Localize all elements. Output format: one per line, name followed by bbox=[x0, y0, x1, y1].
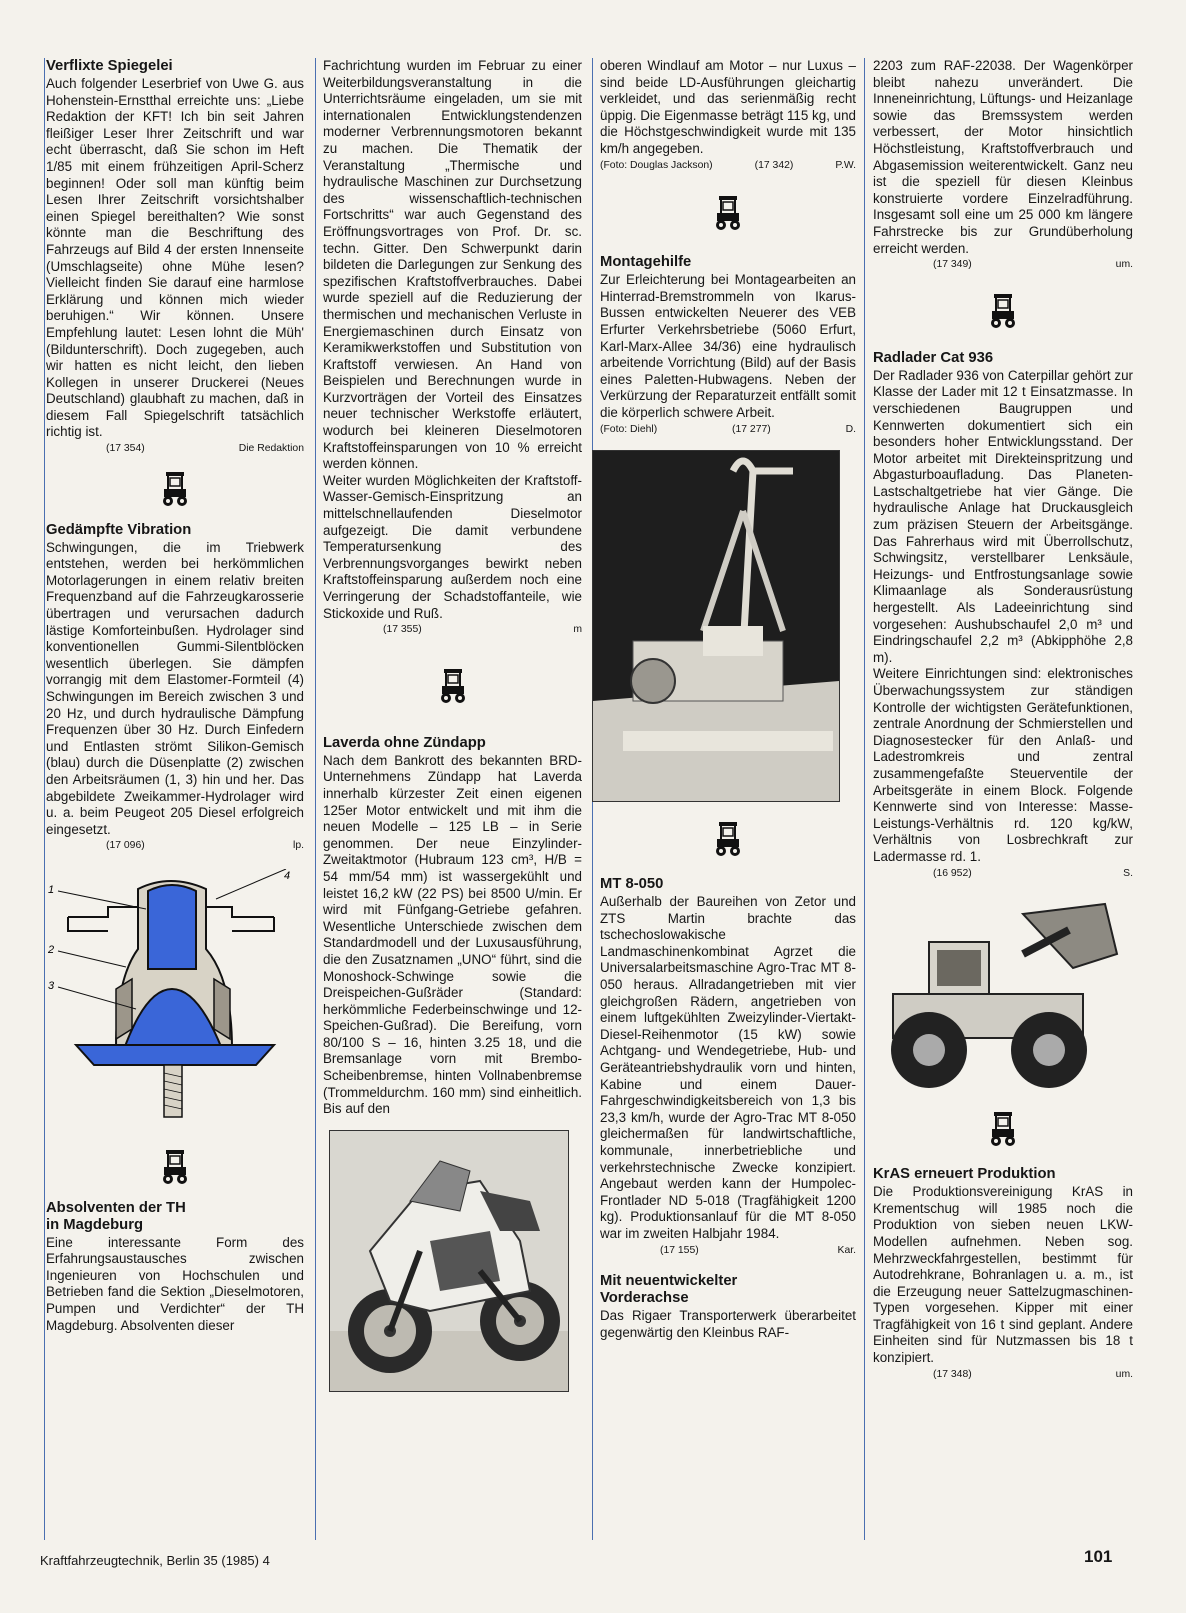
column-4 bbox=[873, 58, 1133, 1385]
article-reference bbox=[600, 158, 856, 175]
photo-credit: (Foto: Douglas Jackson) bbox=[600, 159, 713, 171]
reference-number: (17 342) bbox=[754, 159, 794, 171]
article-body: Das Rigaer Transporterwerk überarbeitet gegenwärtig den Kleinbus RAF- bbox=[600, 1308, 856, 1340]
reference-number: (17 155) bbox=[660, 1244, 699, 1256]
article-author: P.W. bbox=[835, 159, 856, 171]
reference-number: (17 096) bbox=[106, 840, 145, 852]
article-body: Auch folgender Leserbrief von Uwe G. aus Hohenstein-Ernstthal erreichte uns: „Liebe Redaktion der KFT! Ich bin seit Jahren fleißiger Leser Ihrer Zeitschrift und war echt überrascht, daß Sie schon im Heft 1/85 mit einem frühzeitigen April-Scherz beginnen! Oder soll man künftig beim Lesen Ihrer Zeitschrift vorsichtshalber einen Spiegel bereithalten? Wie sonst könnte man die Beschriftung des Fahrzeugs auf Bild 4 der ersten Innenseite (Umschlagseite) ohne Mühe lesen? Vielleicht finden Sie darauf eine harmlose Erklärung und können mich wieder beruhigen.“ Wir können. Unsere Empfehlung lautet: Lesen lohnt die Müh' (Bildunterschrift). Doch zugegeben, auch wir hatten es nicht leicht, den lieben Kollegen in unserer Druckerei (Neues Deutschland) glaubhaft zu machen, daß in diesem Fall Spiegelschrift tatsächlich richtig ist. bbox=[46, 76, 304, 440]
article-reference bbox=[600, 422, 856, 439]
reference-number: (17 348) bbox=[933, 1368, 972, 1380]
vintage-car-icon bbox=[323, 667, 582, 705]
article-title: KrAS erneuert Produktion bbox=[873, 1166, 1056, 1183]
article-body: Der Radlader 936 von Caterpillar gehört zur Klasse der Lader mit 12 t Einsatzmasse. In verschiedenen Baugruppen und Kennwerten dokumentiert sich ein besonders hoher Entwicklungsstand. Der Motor arbeitet mit Direkteinspritzung und Abgasturboaufladung. Das Planeten-Lastschaltgetriebe hat vier Gänge. Die hydraulische Anlage hat Druckausgleich zum präzisen Steuern der Arbeitsgänge. Das Fahrerhaus wird mit Überrollschutz, Schwingsitz, verstellbarer Lenksäule, Heizungs- und Entfrostungsanlage sowie Klimaanlage als Sonderausrüstung hergestellt. Als Ladeeinrichtung sind vorgesehen: Aushubschaufel 2,0 m³ und Eindringschaufel 2,2 m³ (Abkipphöhe 2,8 m). bbox=[873, 367, 1133, 665]
column-rule bbox=[315, 58, 316, 1540]
article-reference bbox=[933, 866, 1133, 883]
reference-number: (17 277) bbox=[732, 423, 771, 435]
article-body: Zur Erleichterung bei Montagearbeiten an Hinterrad-Bremstrommeln von Ikarus-Bussen entwickelten Neuerer des VEB Erfurter Verkehrsbetriebe (5060 Erfurt, Karl-Marx-Allee 34/36) eine hydraulisch arbeitende Vorrichtung (Bild) auf der Basis eines Paletten-Hubwagens. Neben der Verkürzung der Reparaturzeit entfällt somit die körperlich schwere Arbeit. bbox=[600, 272, 856, 420]
article-reference bbox=[106, 838, 304, 855]
diagram-label: 1 bbox=[48, 883, 55, 896]
article-reference bbox=[106, 441, 304, 458]
article-title: MT 8-050 bbox=[600, 876, 664, 893]
article-author: um. bbox=[1115, 1368, 1133, 1380]
photo-credit: (Foto: Diehl) bbox=[600, 423, 658, 435]
article-body-continued: 2203 zum RAF-22038. Der Wagenkörper bleibt nahezu unverändert. Die Inneneinrichtung, Lüftungs- und Heizanlage sowie das Bremssystem werden verbessert, der Motor hinsichtlich Höchstleistung, Kraftstoffverbrauch und Abgasemission weiterentwickelt. Ganz neu ist die speziell für diesen Kleinbus konstruierte vordere Einzelradführung. Insgesamt soll eine um 25 000 km längere Fahrstrecke bis zur Grundüberholung erreicht werden. bbox=[873, 58, 1133, 256]
article-reference bbox=[383, 622, 582, 639]
wheel-loader-photo bbox=[873, 894, 1127, 1100]
reference-number: (17 349) bbox=[933, 259, 972, 271]
hydrolager-diagram bbox=[46, 869, 304, 1136]
article-author: Kar. bbox=[837, 1244, 856, 1256]
article-title: Laverda ohne Zündapp bbox=[323, 734, 486, 751]
column-rule bbox=[44, 58, 45, 1540]
article-title: Gedämpfte Vibration bbox=[46, 521, 192, 538]
title-line: Absolventen der TH bbox=[46, 1199, 186, 1216]
article-body-continued: Fachrichtung wurden im Februar zu einer Weiterbildungsveranstaltung in die Unterrichtsräume eingeladen, um sie mit internationalen Entwicklungstendenzen moderner Verbrennungsmotoren bekannt zu machen. Die Thematik der Veranstaltung „Thermische und hydraulische Maschinen zur Durchsetzung des wissenschaftlich-technischen Fortschritts“ war auch Gegenstand des Eröffnungsvortrages von Prof. Dr. sc. techn. Gitter. Den Schwerpunkt darin bildeten die Darlegungen zur Senkung des spezifischen Kraftstoffverbrauches. Dabei wurde speziell auf die Reduzierung der thermischen und mechanischen Verluste in Energiemaschinen durch Einsatz von Keramikwerkstoffen und Substitution von Kraftstoff verwiesen. An Hand von Beispielen und Berechnungen wurde in Kurzvorträgen der Vorteil des Einsatzes neuer technischer Werkstoffe erläutert, wodurch bei kleineren Dieselmotoren Kraftstoffeinsparungen von 10 % erreicht werden können. bbox=[323, 58, 582, 472]
reference-number: (17 355) bbox=[383, 624, 422, 636]
vintage-car-icon bbox=[600, 820, 856, 858]
article-title: Montagehilfe bbox=[600, 254, 692, 271]
article-reference bbox=[933, 1367, 1133, 1384]
article-title: Verflixte Spiegelei bbox=[46, 58, 173, 74]
diagram-label: 2 bbox=[48, 943, 55, 956]
vintage-car-icon bbox=[46, 1148, 304, 1186]
article-title bbox=[46, 1200, 304, 1234]
article-author: D. bbox=[845, 423, 856, 435]
column-rule bbox=[864, 58, 865, 1540]
vintage-car-icon bbox=[600, 194, 856, 232]
article-title: Radlader Cat 936 bbox=[873, 349, 994, 366]
column-2 bbox=[323, 58, 582, 1402]
diagram-label: 4 bbox=[284, 869, 291, 882]
vintage-car-icon bbox=[873, 1110, 1133, 1148]
diagram-label: 3 bbox=[48, 979, 55, 992]
vintage-car-icon bbox=[46, 470, 304, 508]
column-1 bbox=[46, 58, 304, 1334]
reference-number: (17 354) bbox=[106, 443, 145, 455]
article-author: lp. bbox=[293, 840, 304, 852]
article-reference bbox=[660, 1243, 856, 1260]
title-line: Mit neuentwickelter bbox=[600, 1273, 738, 1290]
article-body-continued: Weitere Einrichtungen sind: elektronisches Überwachungssystem zur ständigen Kontrolle der wichtigsten Gerätefunktionen, zentrale Anordnung der Schmierstellen und Diagnosestecker für den Anlaß- und Ladestromkreis und zentral zusammengefaßte Steuerventile der Arbeitsgeräte in einem Block. Folgende Kennwerte sind von Interesse: Masse-Leistungs-Verhältnis rd. 120 kg/kW, Verhältnis von Losbrechkraft zur Ladermasse rd. 1. bbox=[873, 666, 1133, 864]
vintage-car-icon bbox=[873, 292, 1133, 330]
article-body: Die Produktionsvereinigung KrAS in Krementschug will 1985 noch die Produktion von sieben neuen LKW-Modellen aufnehmen. Neben sog. Mehrzweckfahrgestellen, bestimmt für Autodrehkrane, Bohranlagen u. a. m., ist die Erzeugung neuer Sattelzugmaschinen-Typen vorgesehen. Kipper mit einer Tragfähigkeit von 16 t sind geplant. Andere Einheiten sind für Nutzmassen bis 18 t konzipiert. bbox=[873, 1184, 1133, 1366]
article-body-continued: Weiter wurden Möglichkeiten der Kraftstoff-Wasser-Gemisch-Einspritzung an mittelschnellaufenden Dieselmotor aufgezeigt. Die damit verbundene Temperatursenkung des Verbrennungsvorganges bewirkt neben Kraftstoffeinsparung außerdem noch eine Verringerung der Schadstoffanteile, wie Stickoxide und Ruß. bbox=[323, 472, 582, 621]
article-body-continued: oberen Windlauf am Motor – nur Luxus – sind beide LD-Ausführungen gleichartig verkleidet, und das serienmäßig recht üppig. Die Eigenmasse beträgt 115 kg, und die Höchstgeschwindigkeit wurde mit 135 km/h angegeben. bbox=[600, 58, 856, 156]
article-body: Schwingungen, die im Triebwerk entstehen, werden bei herkömmlichen Motorlagerungen in einem relativ breiten Frequenzband auf die Fahrzeugkarosserie übertragen und verursachen dadurch lästige Komforteinbußen. Hydrolager sind konventionellen Gummi-Silentblöcken wesentlich überlegen. Sie dämpfen vorrangig mit dem Elastomer-Formteil (4) Schwingungen im Bereich zwischen 3 und 20 Hz, und durch hydraulische Dämpfung Frequenzen über 30 Hz. Durch Einfedern und Entlasten strömt Silikon-Gemisch (blau) durch die Düsenplatte (2) zwischen den Arbeitsräumen (1, 3) hin und her. Das abgebildete Zweikammer-Hydrolager wird u. a. beim Peugeot 205 Diesel erfolgreich eingesetzt. bbox=[46, 539, 304, 837]
article-title bbox=[600, 1273, 856, 1307]
article-author: um. bbox=[1115, 259, 1133, 271]
motorcycle-photo bbox=[329, 1130, 569, 1392]
article-body: Außerhalb der Baureihen von Zetor und ZTS Martin brachte das tschechoslowakische Landmaschinenkombinat Agrzet die Universalarbeitsmaschine Agro-Trac MT 8-050 heraus. Allradangetrieben mit vier gleichgroßen Rädern, angetrieben von einem luftgekühlten Zweizylinder-Viertakt-Diesel-Reihenmotor (15 kW) sowie Achtgang- und Wendegetriebe, Hub- und Geräteantriebshydraulik vorn und hinten, Kabine und einem Dauer-Fahrgeschwindigkeitsbereich von 1,3 bis 23,3 km/h, wurde der Agro-Trac MT 8-050 gleichermaßen für landwirtschaftliche, kommunale, innerbetriebliche und verkehrstechnische Zwecke konzipiert. Angebaut werden kann der Humpolec-Frontlader ND 5-018 (Tragfähigkeit 1200 kg). Produktionsanlauf für die MT 8-050 war im zweiten Halbjahr 1984. bbox=[600, 894, 856, 1241]
page-number: 101 bbox=[1084, 1547, 1113, 1566]
title-line: in Magdeburg bbox=[46, 1216, 143, 1233]
title-line: Vorderachse bbox=[600, 1290, 689, 1307]
article-author: S. bbox=[1123, 867, 1133, 879]
article-body: Nach dem Bankrott des bekannten BRD-Unternehmens Zündapp hat Laverda innerhalb kürzester Zeit einen eigenen 125er Motor entwickelt und mit ihm die neuen Modelle – 125 LB – in Serie genommen. Der neue Einzylinder-Zweitaktmotor (Hubraum 123 cm³, H/B = 54 mm/54 mm) ist wassergekühlt und leistet 16,2 kW (22 PS) bei 8500 U/min. Er wird mit Fünfgang-Getriebe gefahren. Wesentliche Unterschiede zwischen dem Standardmodell und der Luxusausführung, die den Zusatznamen „UNO“ führt, sind die Monoshock-Schwinge sowie die Dreispeichen-Gußräder (Standard: herkömmliche Federbeinschwinge und 12-Speichen-Gußrad). Die Bereifung, vorn 80/100 S – 16, hinten 3.25 18, und die Bremsanlage vorn mit Brembo-Scheibenbremse, hinten Vollnabenbremse (Trommeldurchm. 160 mm) sind einheitlich. Bis auf den bbox=[323, 752, 582, 1117]
article-author: m bbox=[573, 624, 582, 636]
article-author: Die Redaktion bbox=[238, 443, 304, 455]
reference-number: (16 952) bbox=[933, 867, 972, 879]
montage-device-photo bbox=[592, 450, 840, 802]
article-reference bbox=[933, 257, 1133, 274]
journal-footer: Kraftfahrzeugtechnik, Berlin 35 (1985) 4 bbox=[40, 1553, 270, 1568]
article-body: Eine interessante Form des Erfahrungsaustausches zwischen Ingenieuren von Hochschulen und Betrieben fand die Sektion „Dieselmotoren, Pumpen und Verdichter“ der TH Magdeburg. Absolventen dieser bbox=[46, 1234, 304, 1333]
column-3 bbox=[600, 58, 856, 1341]
